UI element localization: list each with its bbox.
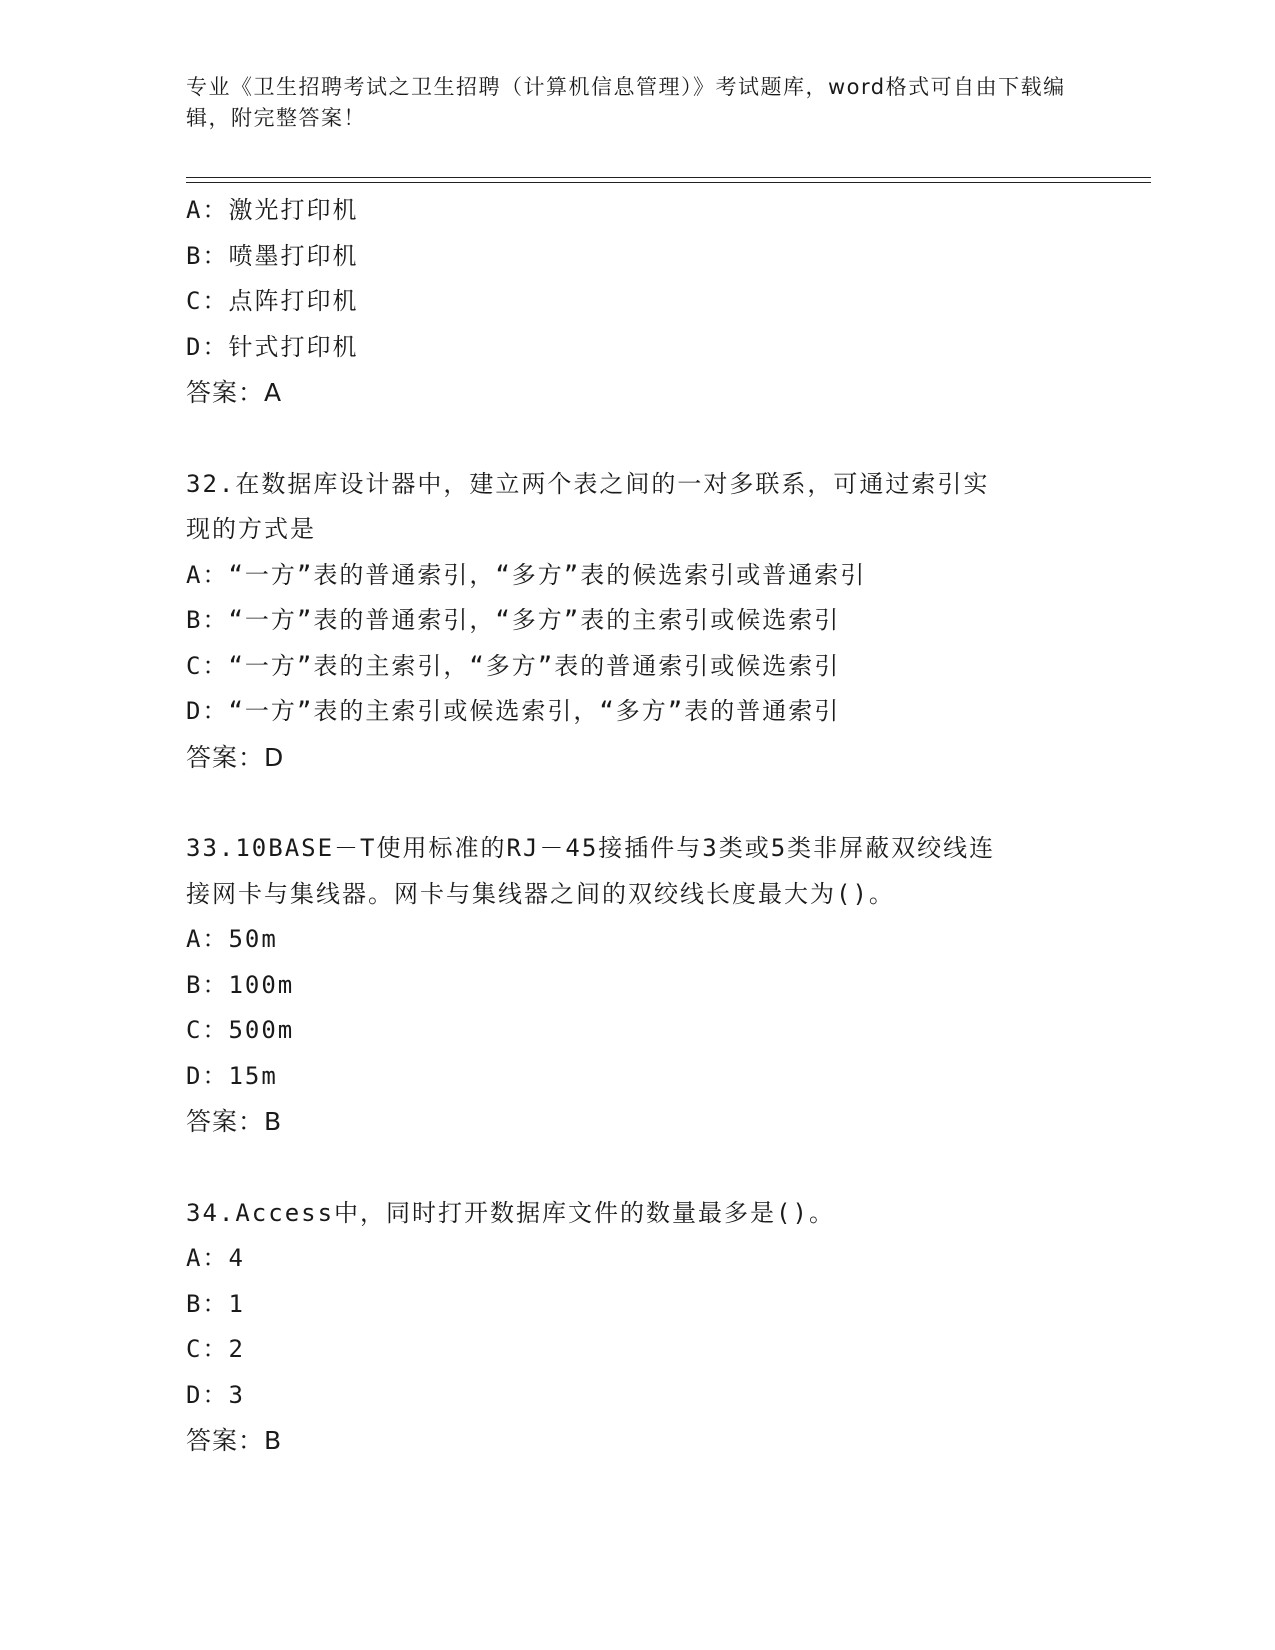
answer-line: 答案：B bbox=[186, 1107, 283, 1136]
header-intro-text: 专业《卫生招聘考试之卫生招聘（计算机信息管理）》考试题库，word格式可自由下载编辑，附完整答案！ bbox=[186, 75, 1066, 130]
question-32 bbox=[186, 462, 1086, 781]
question-spacer bbox=[186, 416, 1086, 462]
document-header bbox=[186, 72, 1066, 134]
option-c: C：点阵打印机 bbox=[186, 287, 359, 315]
question-list bbox=[186, 188, 1086, 1464]
option-a: A：50m bbox=[186, 925, 278, 953]
question-stem-line-2: 现的方式是 bbox=[186, 515, 316, 543]
question-31 bbox=[186, 188, 1086, 416]
option-a: A：激光打印机 bbox=[186, 196, 359, 224]
header-divider-top bbox=[186, 177, 1151, 178]
option-c: C：2 bbox=[186, 1335, 245, 1363]
answer-line: 答案：B bbox=[186, 1426, 283, 1455]
header-divider-bottom bbox=[186, 182, 1151, 183]
question-spacer bbox=[186, 780, 1086, 826]
option-b: B：“一方”表的普通索引，“多方”表的主索引或候选索引 bbox=[186, 606, 841, 634]
option-a: A：“一方”表的普通索引，“多方”表的候选索引或普通索引 bbox=[186, 560, 867, 589]
option-a: A：4 bbox=[186, 1244, 245, 1272]
question-stem-line-2: 接网卡与集线器。网卡与集线器之间的双绞线长度最大为()。 bbox=[186, 879, 895, 908]
answer-line: 答案：D bbox=[186, 742, 285, 772]
option-d: D：15m bbox=[186, 1061, 278, 1090]
question-stem-line-1: 32.在数据库设计器中，建立两个表之间的一对多联系，可通过索引实 bbox=[186, 469, 990, 498]
option-b: B：喷墨打印机 bbox=[186, 241, 359, 270]
option-b: B：100m bbox=[186, 970, 295, 999]
option-d: D：“一方”表的主索引或候选索引，“多方”表的普通索引 bbox=[186, 697, 841, 725]
question-33 bbox=[186, 826, 1086, 1145]
answer-line: 答案：A bbox=[186, 378, 283, 407]
option-c: C：500m bbox=[186, 1016, 295, 1044]
option-d: D：针式打印机 bbox=[186, 332, 359, 361]
option-c: C：“一方”表的主索引，“多方”表的普通索引或候选索引 bbox=[186, 651, 841, 680]
option-b: B：1 bbox=[186, 1289, 245, 1318]
question-stem-line-1: 34.Access中，同时打开数据库文件的数量最多是()。 bbox=[186, 1198, 835, 1227]
option-d: D：3 bbox=[186, 1380, 245, 1409]
question-stem-line-1: 33.10BASE－T使用标准的RJ－45接插件与3类或5类非屏蔽双绞线连 bbox=[186, 834, 996, 862]
question-34 bbox=[186, 1191, 1086, 1464]
question-spacer bbox=[186, 1145, 1086, 1191]
